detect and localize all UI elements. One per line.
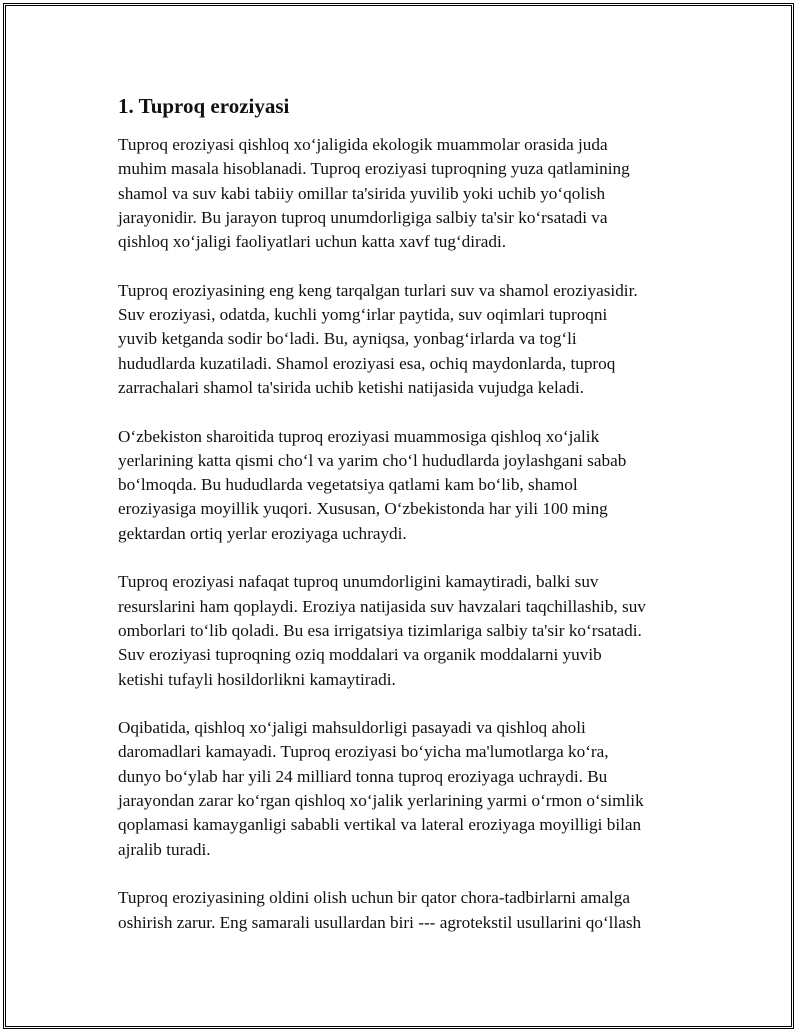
text-line: eroziyasiga moyillik yuqori. Xususan, Oʻzbekistonda har yili 100 ming	[118, 499, 608, 519]
paragraph-1	[118, 133, 698, 254]
text-line: dunyo boʻylab har yili 24 milliard tonna tuproq eroziyaga uchraydi. Bu	[118, 766, 608, 786]
paragraph-5	[118, 716, 698, 862]
text-line: daromadlari kamayadi. Tuproq eroziyasi boʻyicha ma'lumotlarga koʻra,	[118, 742, 609, 762]
text-line: ajralib turadi.	[118, 839, 211, 859]
text-line: Suv eroziyasi, odatda, kuchli yomgʻirlar paytida, suv oqimlari tuproqni	[118, 305, 608, 325]
text-line: jarayondan zarar koʻrgan qishloq xoʻjalik yerlarining yarmi oʻrmon oʻsimlik	[118, 791, 644, 811]
text-line: Tuproq eroziyasi qishloq xoʻjaligida ekologik muammolar orasida juda	[118, 135, 608, 154]
text-line: muhim masala hisoblanadi. Tuproq eroziyasi tuproqning yuza qatlamining	[118, 159, 630, 179]
text-line: Tuproq eroziyasining oldini olish uchun bir qator chora-tadbirlarni amalga	[118, 888, 631, 908]
text-line: Tuproq eroziyasining eng keng tarqalgan turlari suv va shamol eroziyasidir.	[118, 280, 638, 300]
text-line: shamol va suv kabi tabiiy omillar ta'sirida yuvilib yoki uchib yoʻqolish	[118, 183, 606, 203]
text-line: qoplamasi kamayganligi sababli vertikal va lateral eroziyaga moyilligi bilan	[118, 815, 642, 835]
text-line: jarayonidir. Bu jarayon tuproq unumdorligiga salbiy ta'sir koʻrsatadi va	[118, 207, 608, 227]
text-line: Suv eroziyasi tuproqning oziq moddalari va organik moddalarni yuvib	[118, 645, 602, 665]
text-line: omborlari toʻlib qoladi. Bu esa irrigatsiya tizimlariga salbiy ta'sir koʻrsatadi.	[118, 620, 642, 640]
text-line: hududlarda kuzatiladi. Shamol eroziyasi esa, ochiq maydonlarda, tuproq	[118, 353, 616, 373]
text-line: Oʻzbekiston sharoitida tuproq eroziyasi muammosiga qishloq xoʻjalik	[118, 426, 600, 446]
section-heading: 1. Tuproq eroziyasi	[118, 94, 290, 118]
text-line: resurslarini ham qoplaydi. Eroziya natijasida suv havzalari taqchillashib, suv	[118, 596, 646, 616]
text-line: gektardan ortiq yerlar eroziyaga uchraydi.	[118, 523, 407, 543]
text-line: yerlarining katta qismi choʻl va yarim choʻl hududlarda joylashgani sabab	[118, 450, 627, 470]
paragraph-2	[118, 279, 698, 400]
paragraph-6	[118, 886, 698, 935]
paragraph-3	[118, 425, 698, 546]
document-body	[118, 93, 698, 959]
text-line: ketishi tufayli hosildorlikni kamaytiradi.	[118, 669, 396, 689]
text-line: zarrachalari shamol ta'sirida uchib ketishi natijasida vujudga keladi.	[118, 377, 585, 397]
text-line: qishloq xoʻjaligi faoliyatlari uchun katta xavf tugʻdiradi.	[118, 232, 507, 252]
text-line: yuvib ketganda sodir boʻladi. Bu, ayniqsa, yonbagʻirlarda va togʻli	[118, 329, 577, 349]
text-line: boʻlmoqda. Bu hududlarda vegetatsiya qatlami kam boʻlib, shamol	[118, 475, 578, 495]
paragraph-4	[118, 570, 698, 691]
text-line: oshirish zarur. Eng samarali usullardan biri --- agrotekstil usullarini qoʻllash	[118, 912, 642, 932]
text-line: Tuproq eroziyasi nafaqat tuproq unumdorligini kamaytiradi, balki suv	[118, 572, 599, 592]
text-line: Oqibatida, qishloq xoʻjaligi mahsuldorligi pasayadi va qishloq aholi	[118, 718, 586, 738]
